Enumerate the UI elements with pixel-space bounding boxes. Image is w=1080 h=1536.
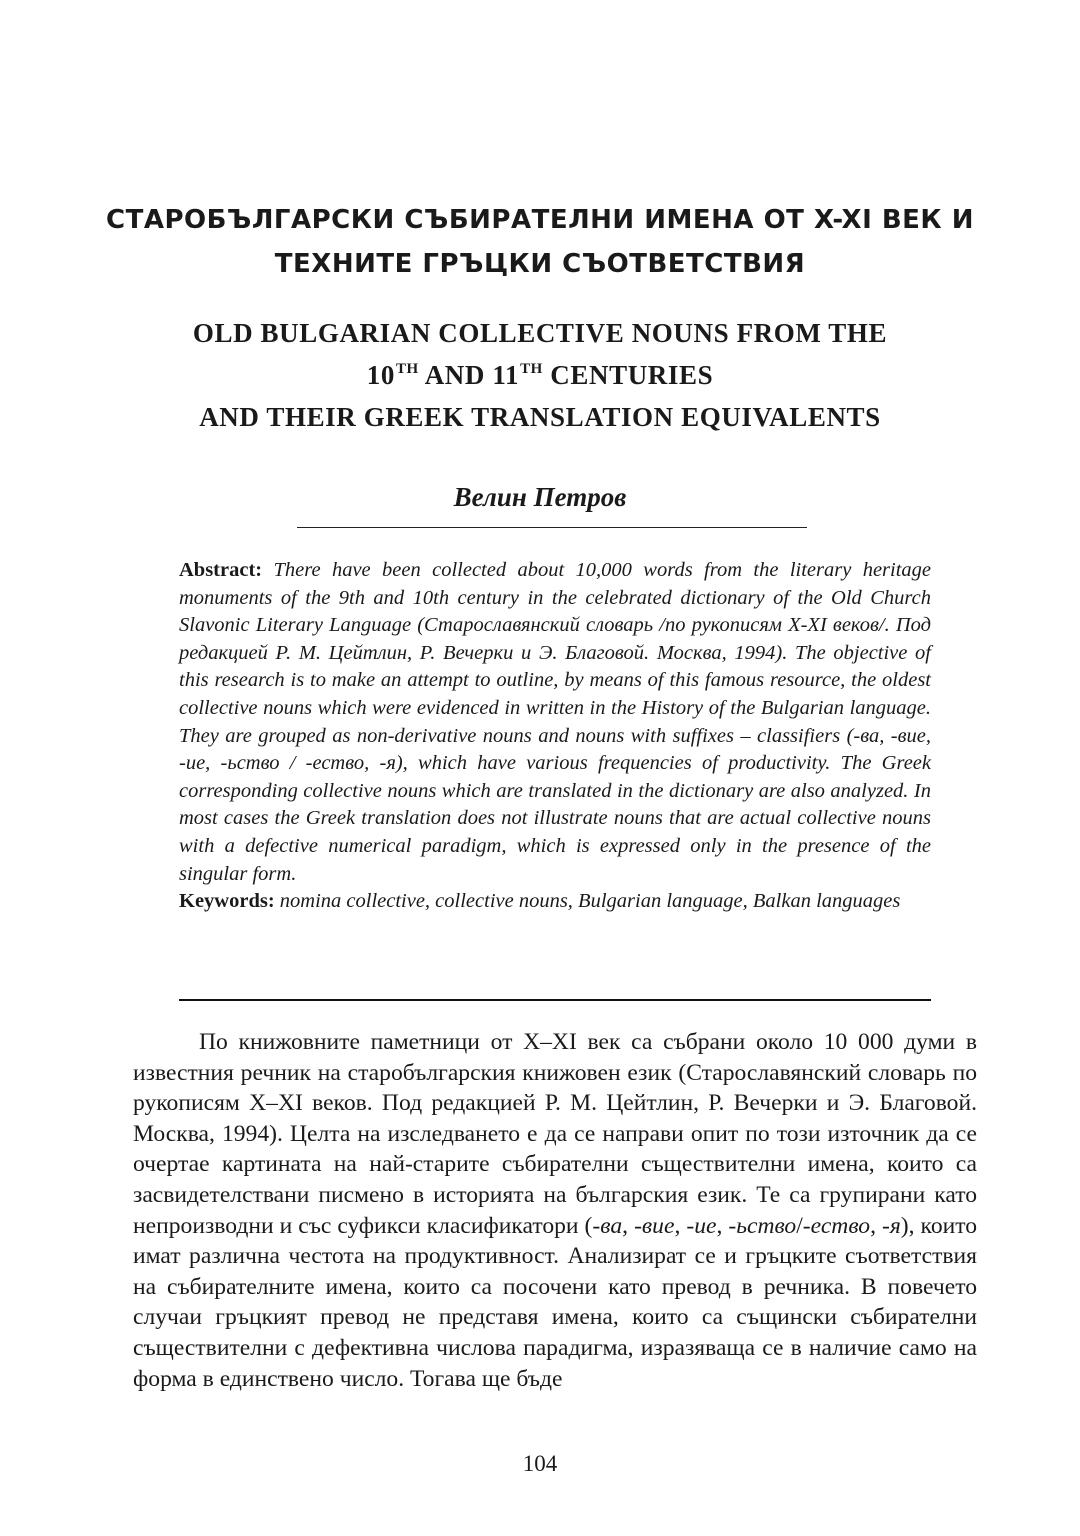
body-text-part-1: По книжовните паметници от X–XI век са събрани около 10 000 думи в известния речник на старобългарския книжовен език (Старославянский словарь по рукописям X–XI веков. Под редакцией Р. М. Цейтлин, Р. Вечерки и Э. Благовой. Москва, 1994). Целта на изследването е да се направи опит по този източник да се очертае картината на най-старите събирателни съществителни имена, които са засвидетелствани писмено в историята на българския език. Те са групирани като непроизводни и със суфикси класификатори (: [133, 1029, 977, 1239]
suffix-vie: -вие: [634, 1212, 675, 1239]
title-en-line-3: AND THEIR GREEK TRANSLATION EQUIVALENTS: [199, 402, 881, 432]
keywords-paragraph: [179, 888, 931, 916]
title-en-num-2: 11: [492, 360, 520, 390]
abstract-block: [179, 557, 931, 916]
title-en-sup-1: TH: [395, 361, 419, 377]
suffix-ie: -ие: [686, 1212, 717, 1239]
keywords-label: Keywords:: [179, 890, 275, 913]
title-en-line-1: OLD BULGARIAN COLLECTIVE NOUNS FROM THE: [192, 318, 888, 348]
body-paragraph: [133, 1027, 977, 1394]
title-bulgarian: [0, 198, 1080, 286]
body-sep-1: ,: [622, 1212, 635, 1239]
body-text-part-2: ), които имат различна честота на продуктивност. Анализират се и гръцките съответствия на събирателните имена, които са посочени като превод в речника. В повечето случаи гръцкият превод не представя имена, които са същински събирателни съществителни с дефективна числова парадигма, изразяваща се в наличие само на форма в единствено число. Тогава ще бъде: [133, 1212, 978, 1392]
abstract-paragraph: [179, 557, 931, 888]
body-sep-5: ,: [870, 1212, 882, 1239]
title-bg-line-1: СТАРОБЪЛГАРСКИ СЪБИРАТЕЛНИ ИМЕНА ОТ X-XI ВЕК И: [106, 205, 974, 235]
body-sep-2: ,: [674, 1212, 687, 1239]
suffix-estvo: -ество: [802, 1212, 871, 1239]
title-en-num-1: 10: [366, 360, 395, 390]
suffix-stvo: -ьство: [728, 1212, 797, 1239]
author-divider: [297, 527, 807, 528]
title-en-centuries: CENTURIES: [542, 360, 714, 390]
abstract-label: Abstract:: [179, 559, 263, 581]
title-bg-line-2: ТЕХНИТЕ ГРЪЦКИ СЪОТВЕТСТВИЯ: [274, 249, 806, 279]
suffix-ya: -я: [881, 1212, 901, 1239]
title-english: [0, 312, 1080, 438]
body-sep-4: /: [796, 1212, 803, 1239]
author-name: Велин Петров: [453, 482, 627, 512]
title-en-sup-2: TH: [520, 361, 543, 377]
page-number: 104: [522, 1451, 558, 1476]
suffix-va: -ва: [592, 1212, 623, 1239]
abstract-divider: [179, 999, 931, 1001]
title-en-and: AND: [418, 360, 493, 390]
body-sep-3: ,: [716, 1212, 729, 1239]
keywords-text: nomina collective, collective nouns, Bulgarian language, Balkan languages: [279, 890, 901, 913]
abstract-text: There have been collected about 10,000 words from the literary heritage monuments of the 9th and 10th century in the celebrated dictionary of the Old Church Slavonic Literary Language (Старославянский словарь /по рукописям X-XI веков/. Под редакцией Р. М. Цейтлин, Р. Вечерки и Э. Благовой. Москва, 1994). The objective of this research is to make an attempt to outline, by means of this famous resource, the oldest collective nouns which were evidenced in written in the History of the Bulgarian language. They are grouped as non-derivative nouns and nouns with suffixes – classifiers (-ва, -вие, -ие, -ьство / -ество, -я), which have various frequencies of productivity. The Greek corresponding collective nouns which are translated in the dictionary are also analyzed. In most cases the Greek translation does not illustrate nouns that are actual collective nouns with a defective numerical paradigm, which is expressed only in the presence of the singular form.: [179, 559, 932, 885]
title-en-line-2: [0, 354, 1080, 396]
